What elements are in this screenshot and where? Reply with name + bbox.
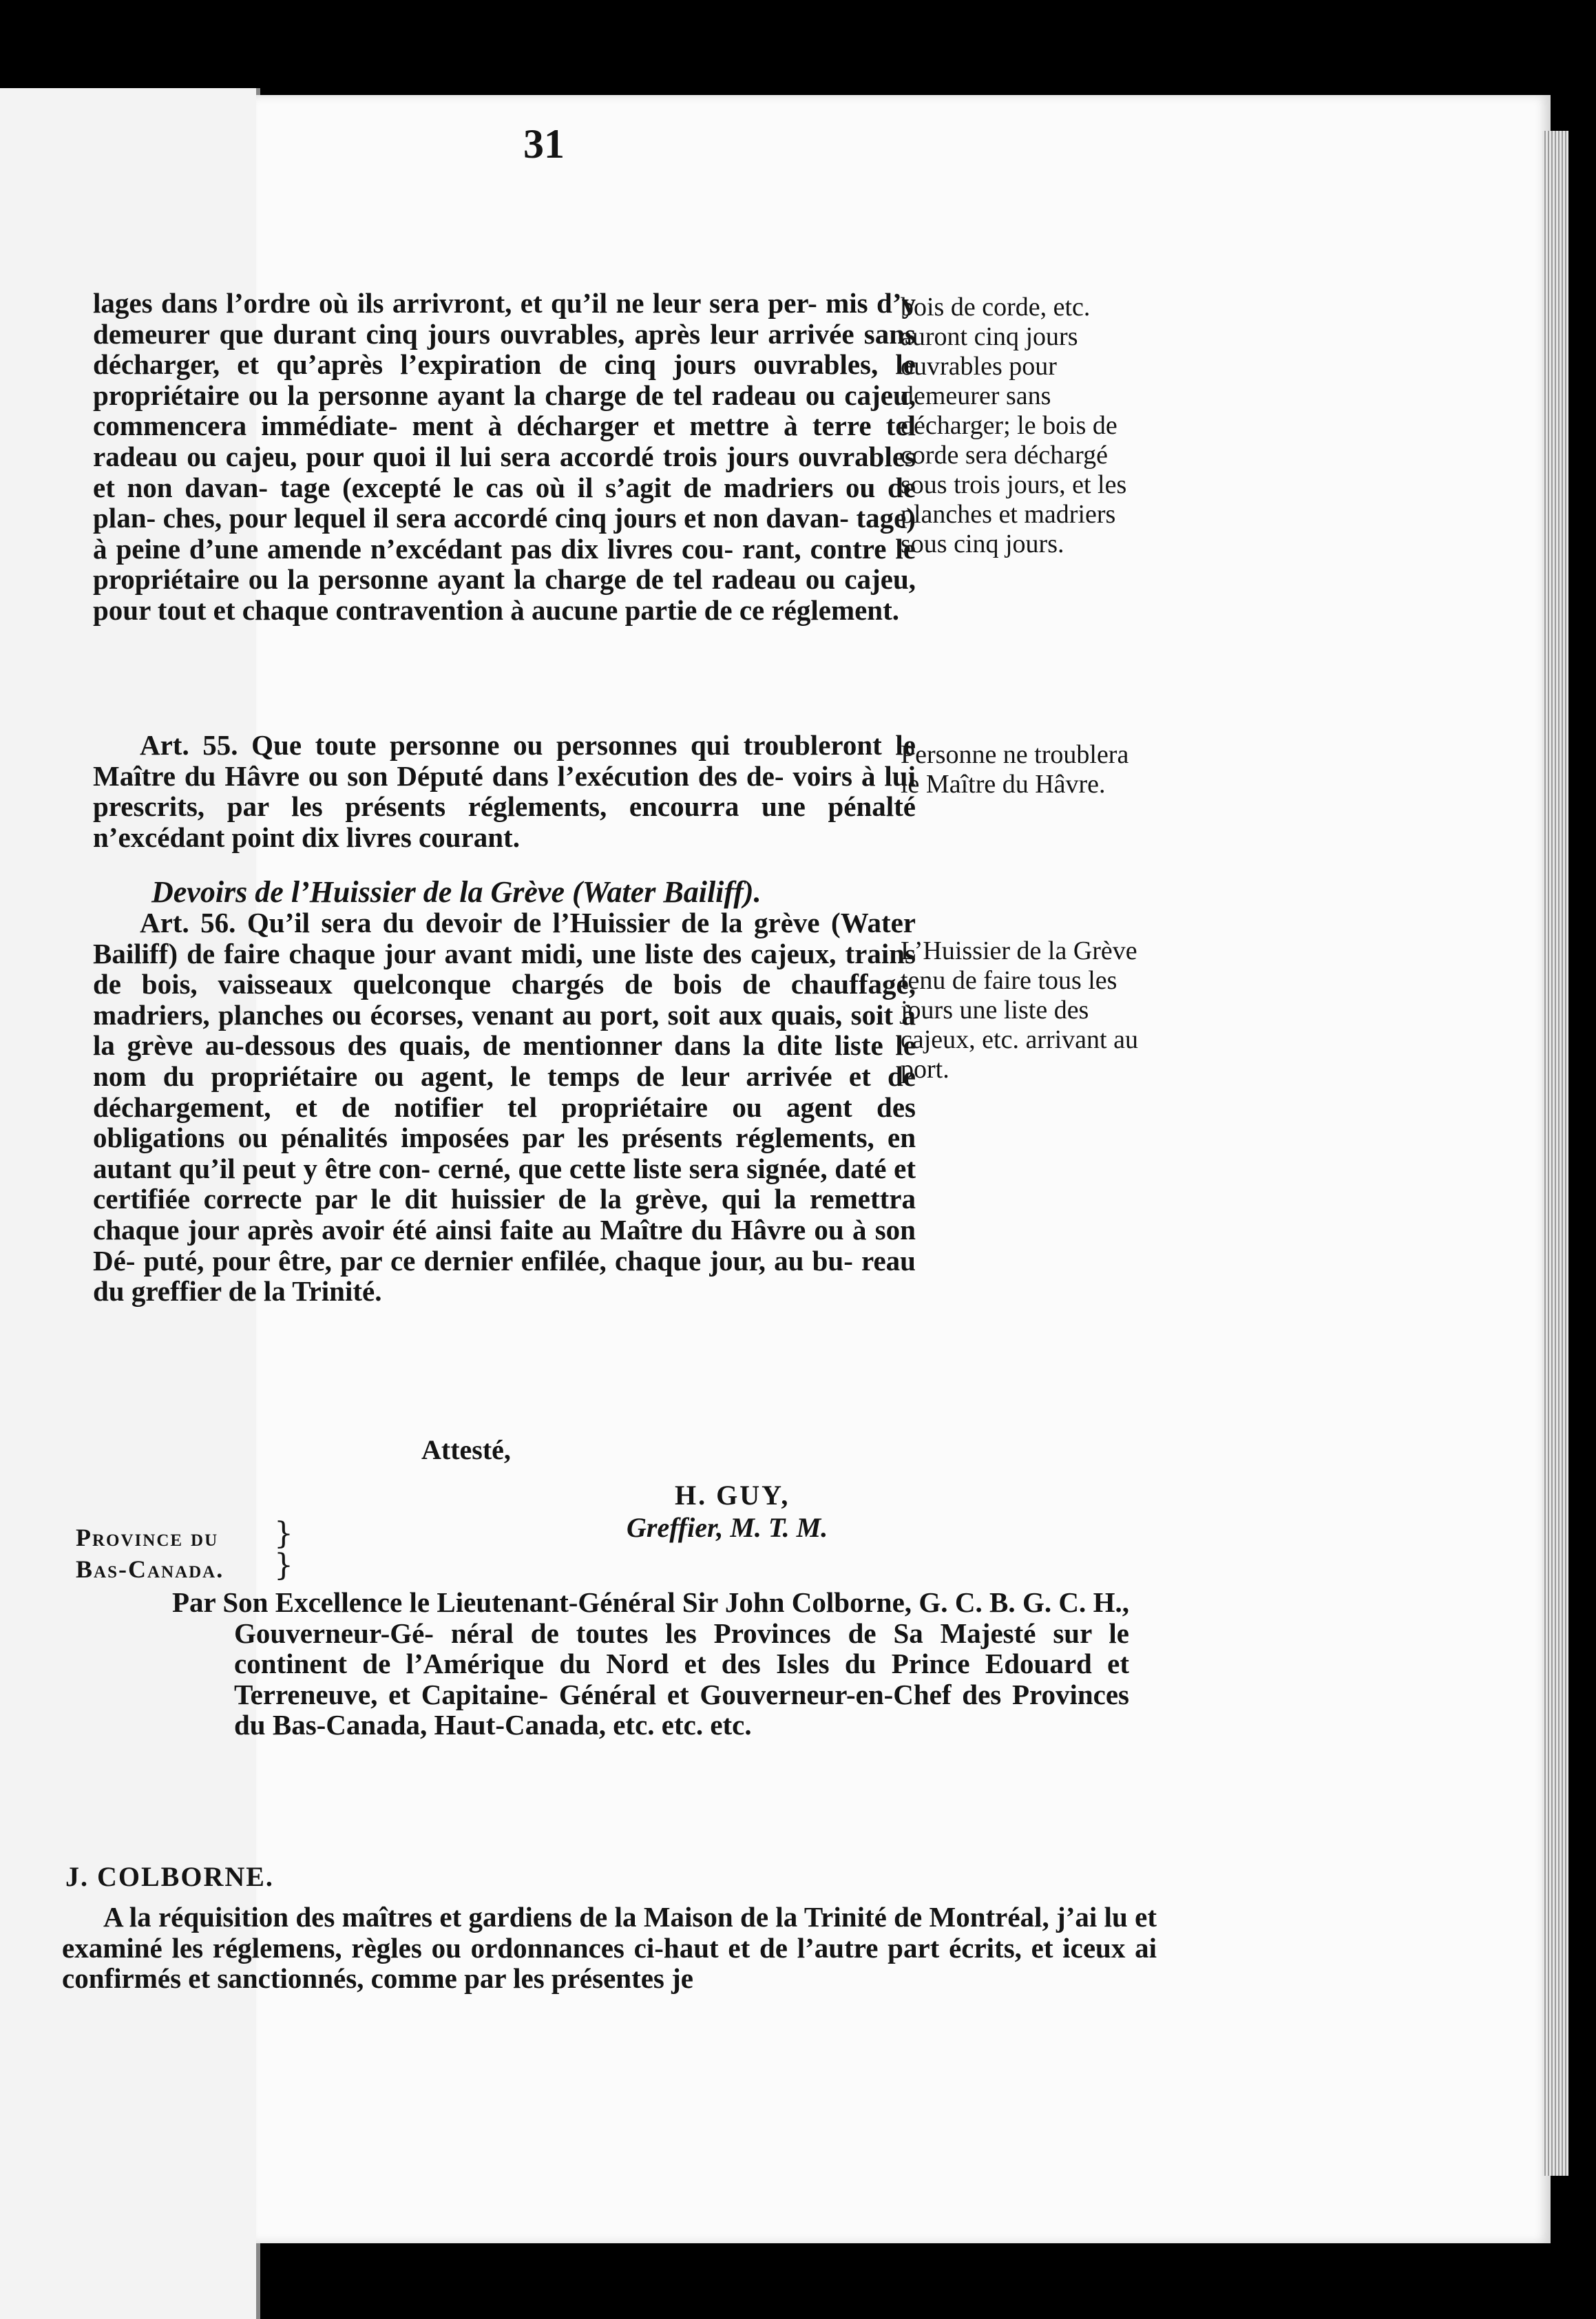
margin-note-3 — [901, 936, 1152, 1084]
section-heading: Devoirs de l’Huissier de la Grève (Water Bailiff). — [151, 875, 762, 909]
margin-note-1-text: bois de corde, etc. auront cinq jours ouvrables pour demeurer sans décharger; le bois de corde sera déchargé sous trois jours, et les planches et madriers sous cinq jours. — [901, 293, 1127, 558]
proclamation: Par Son Excellence le Lieutenant-Général Sir John Colborne, G. C. B. G. C. H., Gouverneur-Gé- néral de toutes les Provinces de Sa Majesté sur le continent de l’Amérique du Nord et des Isles du Prince Edouard et Terreneuve, et Capitaine- Général et Gouverneur-en-Chef des Provinces du Bas-Canada, Haut-Canada, etc. etc. etc. — [172, 1586, 1129, 1741]
article-56 — [93, 907, 916, 1307]
province-header — [76, 1522, 224, 1585]
signatory-name: H. GUY, — [675, 1480, 790, 1511]
margin-note-3-text: L’Huissier de la Grève tenu de faire tous les jours une liste des cajeux, etc. arrivant au port. — [901, 936, 1138, 1084]
article-55-text: Art. 55. Que toute personne ou personnes qui troubleront le Maître du Hâvre ou son Député dans l’exécution des de- voirs à lui prescrits, par les présents réglements, encourra une pénalté n’excédant point dix livres courant. — [93, 729, 916, 853]
margin-note-2 — [901, 740, 1152, 799]
page-number: 31 — [523, 121, 565, 167]
paragraph-continuation: lages dans l’ordre où ils arrivront, et qu’il ne leur sera per- mis d’y demeurer que durant cinq jours ouvrables, après leur arrivée sans décharger, et qu’après l’expiration de cinq jours ouvrables, le propriétaire ou la personne ayant la charge de tel radeau ou cajeu, commencera immédiate- ment à décharger et mettre à terre tel radeau ou cajeu, pour quoi il lui sera accordé trois jours ouvrables et non davan- tage (excepté le cas où il s’agit de madriers ou de plan- ches, pour lequel il sera accordé cinq jours et non davan- tage) à peine d’une amende n’excédant pas dix livres cou- rant, contre le propriétaire ou la personne ayant la charge de tel radeau ou cajeu, pour tout et chaque contravention à aucune partie de ce réglement. — [93, 287, 916, 626]
article-54-continuation — [93, 288, 916, 626]
brace-icon: } } — [274, 1516, 293, 1583]
final-paragraph: A la réquisition des maîtres et gardiens de la Maison de la Trinité de Montréal, j’ai lu et examiné les réglemens, règles ou ordonnances ci-haut et de l’autre part écrits, et iceux ai confirmés et sanctionnés, comme par les présentes je — [62, 1901, 1157, 1995]
margin-note-2-text: Personne ne troublera le Maître du Hâvre. — [901, 740, 1129, 799]
article-56-text: Art. 56. Qu’il sera du devoir de l’Huissier de la grève (Water Bailiff) de faire chaque jour avant midi, une liste des cajeux, trains de bois, vaisseaux quelconque chargés de bois de chauffage, madriers, planches ou écorses, venant au port, soit aux quais, soit à la grève au-dessous des quais, de mentionner dans la dite liste le nom du propriétaire ou agent, le temps de leur arrivée et de déchargement, et de notifier tel propriétaire ou agent des obligations ou pénalités imposées par les présents réglements, en autant qu’il peut y être con- cerné, que cette liste sera signée, daté et certifiée correcte par le dit huissier de la grève, qui la remettra chaque jour après avoir été ainsi faite au Maître du Hâvre ou à son Dé- puté, pour être, par ce dernier enfilée, chaque jour, au bu- reau du greffier de la Trinité. — [93, 907, 916, 1308]
page-edges — [1542, 131, 1568, 2176]
attest-label: Attesté, — [421, 1434, 511, 1465]
signatory-title: Greffier, M. T. M. — [627, 1512, 828, 1543]
province-line-1: Province du — [76, 1524, 219, 1551]
margin-note-1 — [901, 293, 1152, 559]
governor-signature: J. COLBORNE. — [65, 1861, 274, 1892]
province-line-2: Bas-Canada. — [76, 1555, 224, 1583]
article-55 — [93, 730, 916, 852]
